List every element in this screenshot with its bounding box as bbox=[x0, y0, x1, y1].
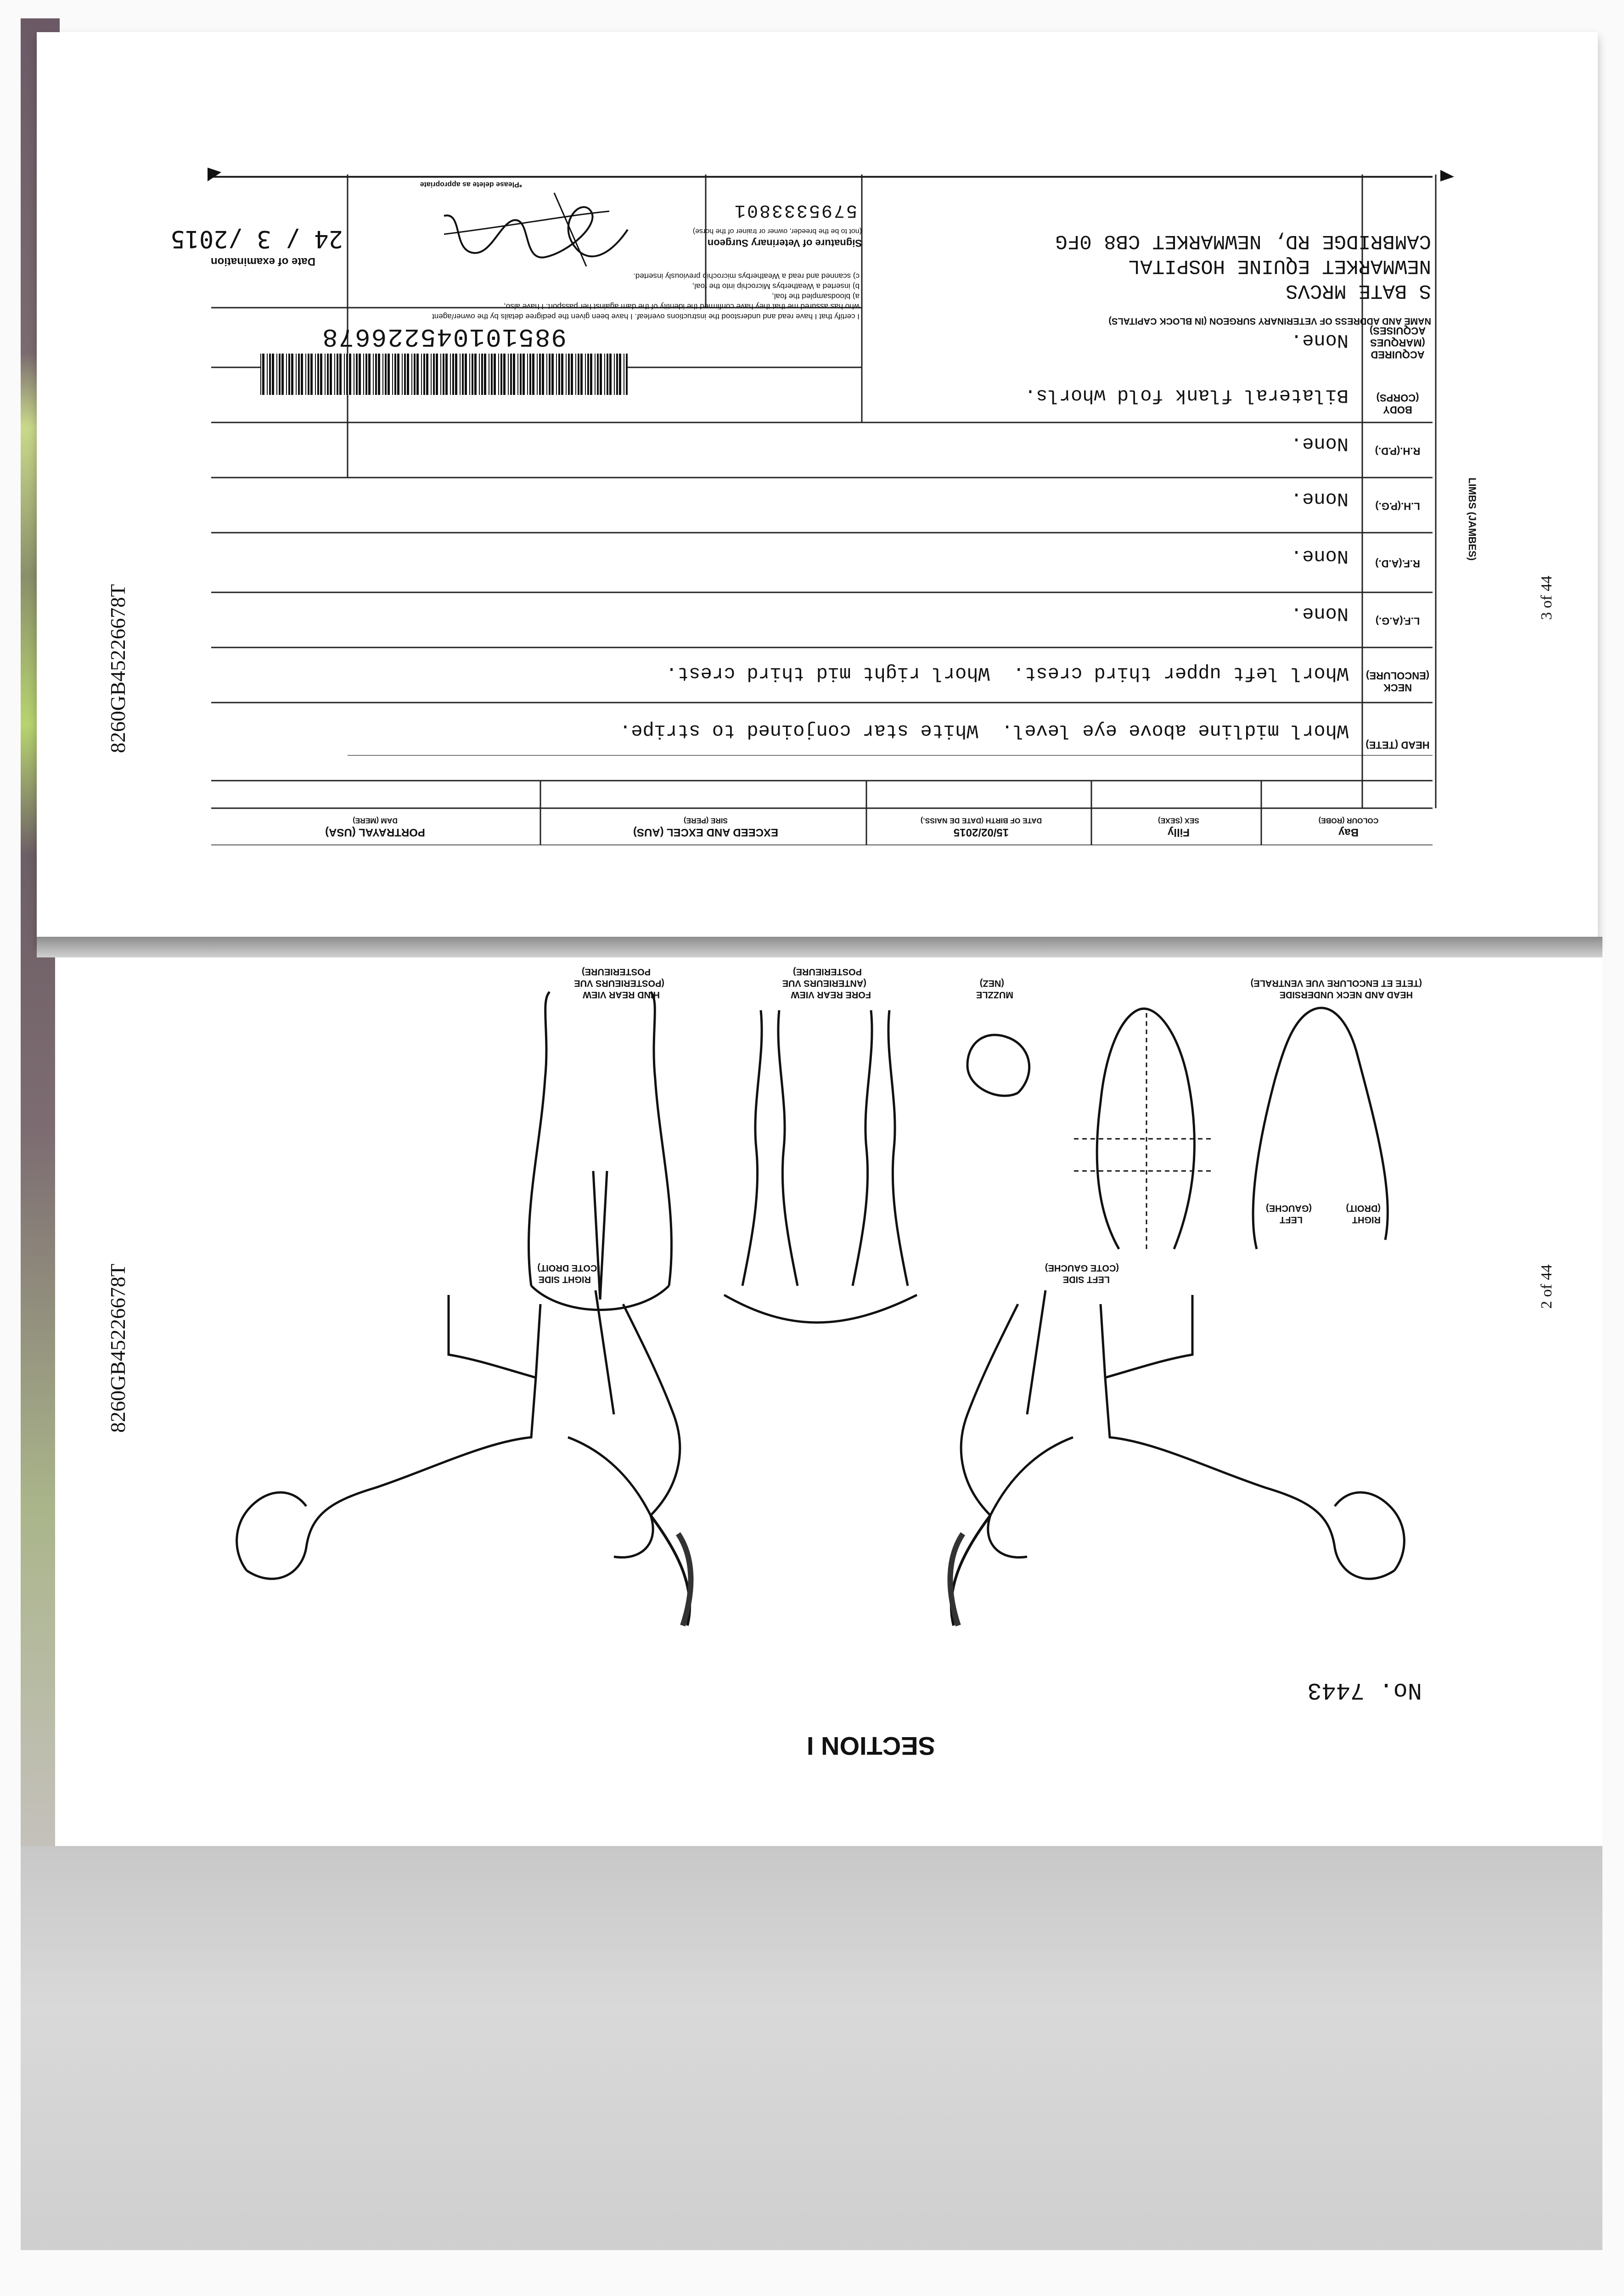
lower-page-number: 2 of 44 bbox=[1538, 1264, 1555, 1309]
header-col-sire: EXCEED AND EXCEL (AUS) SIRE (PERE) bbox=[633, 816, 779, 838]
section-title: SECTION I bbox=[806, 1732, 935, 1761]
upper-page-number: 3 of 44 bbox=[1538, 575, 1555, 620]
row-label-rh: R.H.(P.D.) bbox=[1375, 445, 1421, 457]
header-col-dam: PORTRAYAL (USA) DAM (MERE) bbox=[325, 816, 425, 838]
signature-label: Signature of Veterinary Surgeon bbox=[707, 237, 862, 249]
svg-text:RIGHT: RIGHT bbox=[1352, 1215, 1381, 1225]
row-value-head: Whorl midline above eye level. White star conjoined to stripe. bbox=[619, 720, 1349, 742]
lower-side-id: 8260GB45226678T bbox=[106, 1264, 129, 1433]
signature-note: (not to be the breeder, owner or trainer of the horse) bbox=[692, 227, 862, 235]
exam-date: 24 / 3 /2015 bbox=[170, 225, 343, 253]
svg-text:LEFT: LEFT bbox=[1280, 1215, 1303, 1225]
svg-text:(POSTERIEURS VUE: (POSTERIEURS VUE bbox=[574, 978, 664, 988]
row-value-rh: None. bbox=[1290, 433, 1349, 455]
row-label-rf: R.F.(A.D.) bbox=[1375, 558, 1420, 569]
svg-text:(TETE ET ENCOLURE VUE VENTRALE: (TETE ET ENCOLURE VUE VENTRALE) bbox=[1250, 978, 1422, 988]
label-right-side: RIGHT SIDE bbox=[538, 1274, 591, 1284]
row-value-lf: None. bbox=[1290, 602, 1349, 625]
row-value-body: Bilateral flank fold whorls. bbox=[1024, 384, 1349, 406]
row-value-rf: None. bbox=[1290, 545, 1349, 567]
row-label-acquired: ACQUIRED (MARQUES ACQUISES) bbox=[1369, 325, 1426, 360]
form-number: 5795333801 bbox=[733, 200, 857, 220]
label-fore-rear: FORE REAR VIEW bbox=[791, 990, 871, 1000]
certification-text: I certify that I have read and understood the instructions overleaf. I have been given the pedigree details by the owner/agent who has assured me that they have confirmed the identity of the dam against her passport. I have also, a) bloodsampled the foal, b) inserted a Weatherbys Microchip into the foal, c) scanned and read a Weatherbys microchip previously inserted. bbox=[432, 272, 860, 321]
header-col-colour: Bay COLOUR (ROBE) bbox=[1318, 816, 1379, 838]
svg-text:POSTERIEURE): POSTERIEURE) bbox=[581, 967, 651, 977]
upper-side-id: 8260GB45226678T bbox=[106, 584, 129, 753]
label-head-neck: HEAD AND NECK UNDERSIDE bbox=[1279, 990, 1413, 1000]
barcode-number: 985101045226678 bbox=[321, 322, 567, 351]
svg-text:(DROIT): (DROIT) bbox=[1346, 1203, 1381, 1213]
header-col-sex: Filly SEX (SEXE) bbox=[1158, 816, 1199, 838]
header-col-dob: 15/02/2015 DATE OF BIRTH (DATE DE NAISS.) bbox=[920, 816, 1042, 838]
svg-text:(COTE DROIT): (COTE DROIT) bbox=[537, 1263, 600, 1273]
row-label-body: BODY (CORPS) bbox=[1376, 392, 1419, 416]
svg-text:(NEZ): (NEZ) bbox=[979, 978, 1004, 988]
exam-date-label: Date of examination bbox=[210, 255, 315, 268]
row-label-head: HEAD (TETE) bbox=[1366, 739, 1430, 751]
horse-diagrams bbox=[155, 964, 1486, 1653]
vet-line-2: NEWMARKET EQUINE HOSPITAL bbox=[1128, 254, 1431, 277]
row-value-neck: Whorl left upper third crest. Whorl right mid third crest. bbox=[665, 662, 1349, 684]
vet-signature bbox=[430, 179, 637, 285]
svg-text:(COTE GAUCHE): (COTE GAUCHE) bbox=[1045, 1263, 1119, 1273]
svg-text:(GAUCHE): (GAUCHE) bbox=[1266, 1203, 1312, 1213]
row-label-lh: L.H.(P.G.) bbox=[1375, 501, 1420, 512]
barcode bbox=[260, 354, 628, 395]
row-value-acquired: None. bbox=[1290, 329, 1349, 351]
vet-line-3: CAMBRIDGE RD, NEWMARKET CB8 0FG bbox=[1055, 230, 1431, 253]
vet-line-1: S BATE MRCVS bbox=[1286, 279, 1431, 302]
vet-heading: NAME AND ADDRESS OF VETERINARY SURGEON (IN BLOCK CAPITALS) bbox=[1108, 316, 1431, 326]
row-label-lf: L.F.(A.G.) bbox=[1375, 615, 1420, 627]
vet-address bbox=[1055, 229, 1431, 303]
label-left-side: LEFT SIDE bbox=[1062, 1274, 1110, 1284]
svg-text:(ANTERIEURS VUE: (ANTERIEURS VUE bbox=[782, 978, 866, 988]
label-hind-rear: HIND REAR VIEW bbox=[583, 990, 660, 1000]
delete-note: *Please delete as appropriate bbox=[420, 180, 522, 188]
row-label-neck: NECK (ENCOLURE) bbox=[1366, 670, 1430, 693]
label-muzzle: MUZZLE bbox=[976, 990, 1013, 1000]
limbs-label: LIMBS (JAMBES) bbox=[1467, 478, 1478, 561]
form-no: No. 7443 bbox=[1307, 1677, 1422, 1704]
row-value-lh: None. bbox=[1290, 488, 1349, 510]
svg-text:POSTERIEURE): POSTERIEURE) bbox=[792, 967, 862, 977]
